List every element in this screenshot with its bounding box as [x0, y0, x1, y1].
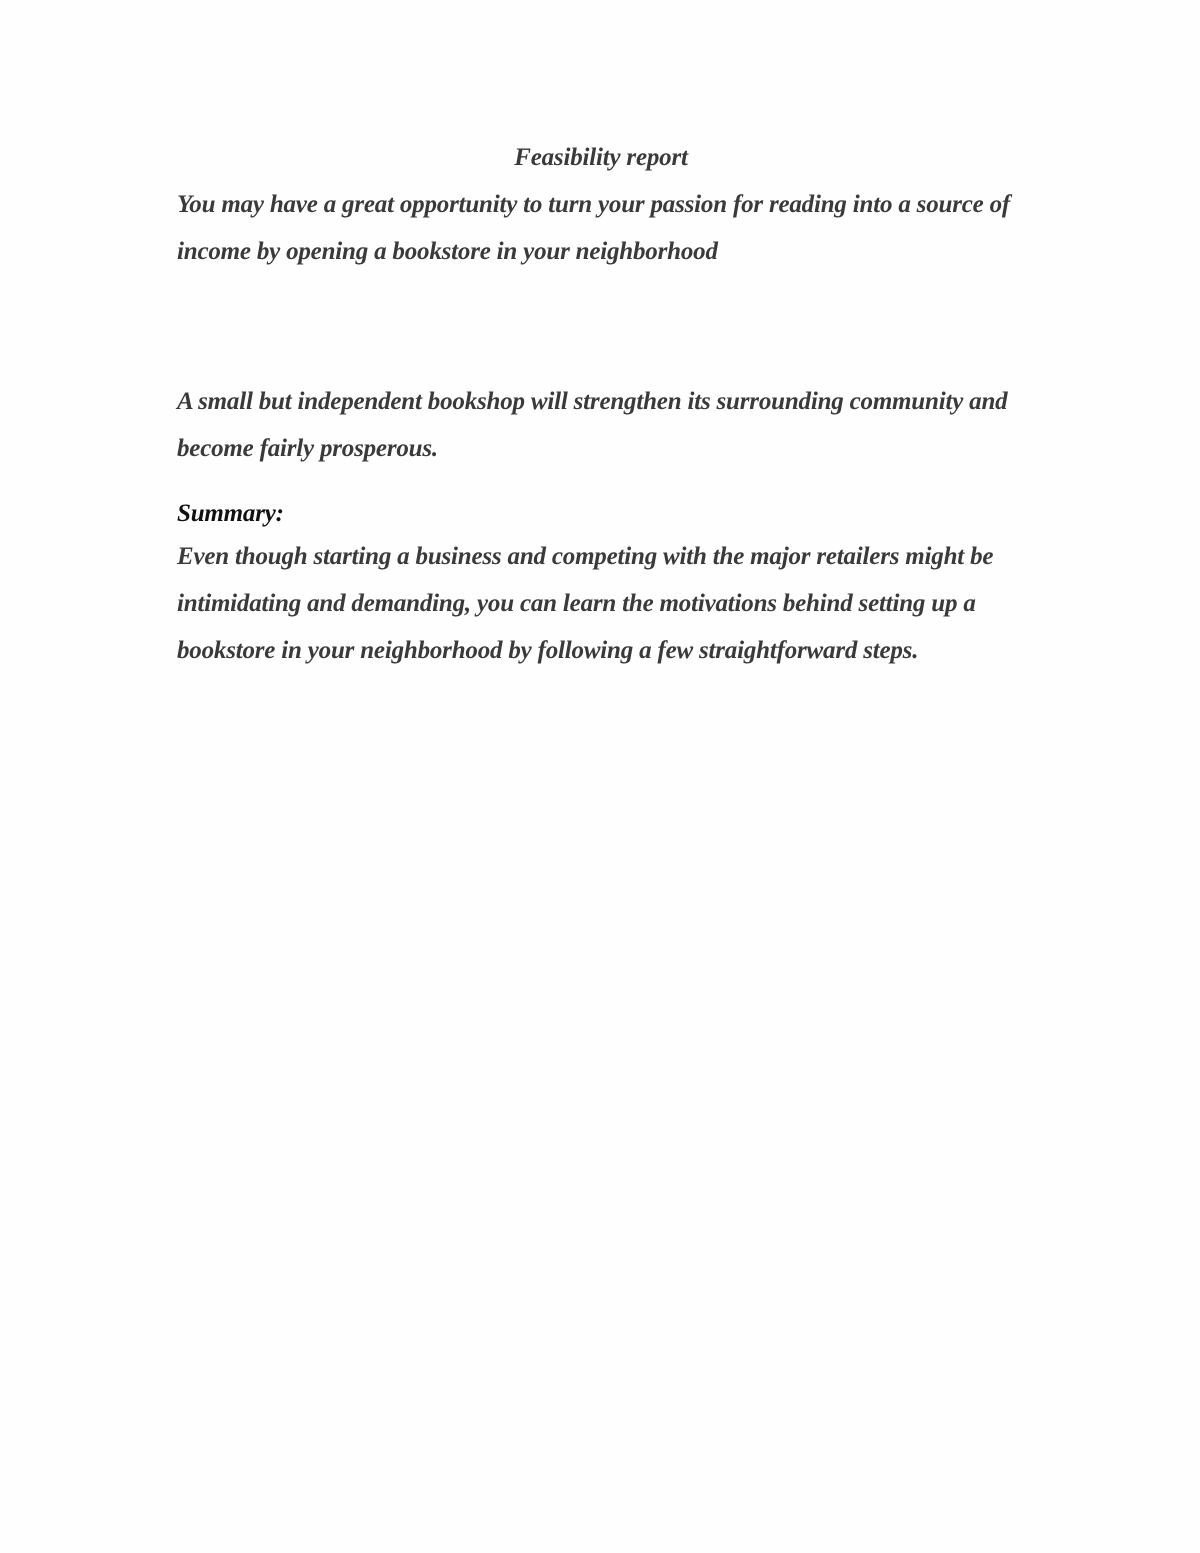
document-title: Feasibility report	[514, 144, 688, 171]
summary-heading: Summary:	[177, 500, 284, 527]
summary-paragraph: Even though starting a business and competing with the major retailers might be intimidating and demanding, you can learn the motivations behind setting up a bookstore in your neighborhood by following a few straightforward steps.	[177, 543, 994, 664]
document-body	[177, 138, 1037, 674]
intro-paragraph: You may have a great opportunity to turn your passion for reading into a source of income by opening a bookstore in your neighborhood	[177, 191, 1011, 265]
thesis-paragraph: A small but independent bookshop will strengthen its surrounding community and become fairly prosperous.	[177, 388, 1008, 462]
